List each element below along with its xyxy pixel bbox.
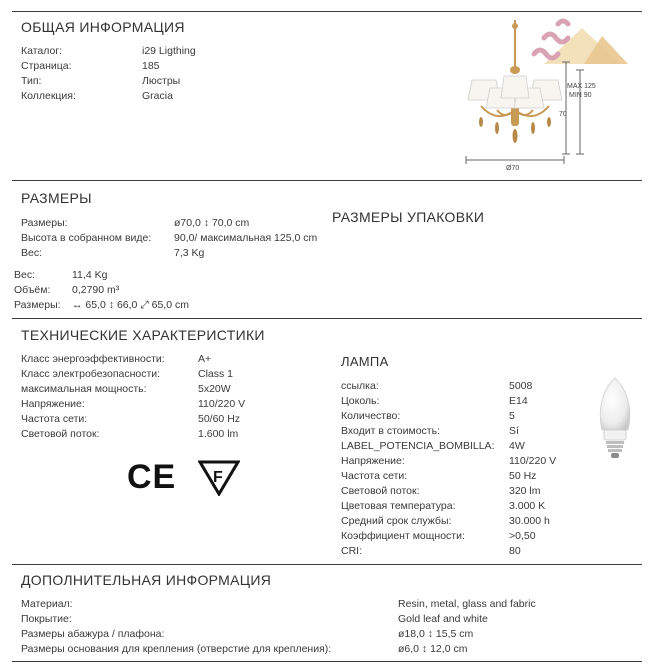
lamp-power-label: LABEL_POTENCIA_BOMBILLA: <box>341 440 495 452</box>
lamp-cri-value: 80 <box>509 545 521 557</box>
lamp-frequency-value: 50 Hz <box>509 470 537 482</box>
lamp-included-value: Sí <box>509 425 519 437</box>
lamp-power-value: 4W <box>509 440 525 452</box>
lamp-voltage-label: Напряжение: <box>341 455 405 467</box>
package-dimensions-value: ↔ 65,0 ↕ 66,0 ⤢ 65,0 cm <box>72 299 189 311</box>
weight-value: 7,3 Kg <box>174 247 205 259</box>
frequency-label: Частота сети: <box>21 413 88 425</box>
finish-label: Покрытие: <box>21 613 72 625</box>
lamp-lifetime-value: 30.000 h <box>509 515 550 527</box>
lamp-frequency-label: Частота сети: <box>341 470 408 482</box>
lamp-quantity-label: Количество: <box>341 410 401 422</box>
lamp-ref-label: ссылка: <box>341 380 379 392</box>
lamp-power-factor-value: >0,50 <box>509 530 536 542</box>
lamp-bulb-image <box>592 376 638 464</box>
package-weight-value: 11,4 Kg <box>72 269 108 281</box>
drawing-max-height: MAX 125 <box>567 83 596 90</box>
lamp-power-factor-label: Коэффициент мощности: <box>341 530 465 542</box>
lamp-color-temp-label: Цветовая температура: <box>341 500 456 512</box>
lamp-flux-value: 320 lm <box>509 485 541 497</box>
section-divider <box>12 11 642 12</box>
section-divider <box>12 661 642 662</box>
mount-base-value: ø6,0 ↕ 12,0 cm <box>398 643 468 655</box>
electric-class-value: Class 1 <box>198 368 234 380</box>
extra-section-title: ДОПОЛНИТЕЛЬНАЯ ИНФОРМАЦИЯ <box>21 572 272 588</box>
package-weight-label: Вес: <box>14 269 36 281</box>
section-divider <box>12 564 642 565</box>
electric-class-label: Класс электробезопасности: <box>21 368 161 380</box>
type-label: Тип: <box>21 75 42 87</box>
drawing-height: 70 <box>559 111 567 118</box>
catalog-value: i29 Ligthing <box>142 45 196 57</box>
package-volume-label: Объём: <box>14 284 51 296</box>
luminous-flux-value: 1.600 lm <box>198 428 239 440</box>
f-mark-icon <box>198 460 240 496</box>
material-value: Resin, metal, glass and fabric <box>398 598 536 610</box>
page-value: 185 <box>142 60 160 72</box>
lamp-ref-value: 5008 <box>509 380 533 392</box>
general-section-title: ОБЩАЯ ИНФОРМАЦИЯ <box>21 19 185 35</box>
finish-value: Gold leaf and white <box>398 613 488 625</box>
lamp-lifetime-label: Средний срок службы: <box>341 515 452 527</box>
material-label: Материал: <box>21 598 73 610</box>
type-value: Люстры <box>142 75 181 87</box>
svg-text:F: F <box>213 469 223 486</box>
ce-mark-icon: CE <box>127 458 177 496</box>
drawing-min-height: MIN 90 <box>569 92 592 99</box>
energy-class-label: Класс энергоэффективности: <box>21 353 165 365</box>
lamp-socket-value: E14 <box>509 395 528 407</box>
lamp-voltage-value: 110/220 V <box>509 455 557 467</box>
voltage-label: Напряжение: <box>21 398 85 410</box>
dimensions-value: ø70,0 ↕ 70,0 cm <box>174 217 250 229</box>
dimensions-label: Размеры: <box>21 217 68 229</box>
drawing-diameter: Ø70 <box>506 165 520 172</box>
assembled-height-label: Высота в собранном виде: <box>21 232 152 244</box>
shade-size-label: Размеры абажура / плафона: <box>21 628 165 640</box>
chandelier-drawing <box>460 18 602 176</box>
lamp-color-temp-value: 3.000 K <box>509 500 546 512</box>
max-power-label: максимальная мощность: <box>21 383 147 395</box>
lamp-quantity-value: 5 <box>509 410 515 422</box>
lamp-flux-label: Световой поток: <box>341 485 420 497</box>
tech-section-title: ТЕХНИЧЕСКИЕ ХАРАКТЕРИСТИКИ <box>21 327 265 343</box>
energy-class-value: A+ <box>198 353 212 365</box>
lamp-socket-label: Цоколь: <box>341 395 380 407</box>
max-power-value: 5x20W <box>198 383 231 395</box>
assembled-height-value: 90,0/ максимальная 125,0 cm <box>174 232 318 244</box>
lamp-included-label: Входит в стоимость: <box>341 425 440 437</box>
collection-value: Gracia <box>142 90 173 102</box>
shade-size-value: ø18,0 ↕ 15,5 cm <box>398 628 474 640</box>
frequency-value: 50/60 Hz <box>198 413 241 425</box>
packaging-title: РАЗМЕРЫ УПАКОВКИ <box>332 209 485 225</box>
package-dimensions-label: Размеры: <box>14 299 61 311</box>
collection-label: Коллекция: <box>21 90 76 102</box>
catalog-label: Каталог: <box>21 45 63 57</box>
weight-label: Вес: <box>21 247 43 259</box>
voltage-value: 110/220 V <box>198 398 246 410</box>
section-divider <box>12 180 642 181</box>
page-label: Страница: <box>21 60 72 72</box>
package-volume-value: 0,2790 m³ <box>72 284 120 296</box>
luminous-flux-label: Световой поток: <box>21 428 100 440</box>
lamp-section-title: ЛАМПА <box>341 354 389 369</box>
sizes-section-title: РАЗМЕРЫ <box>21 190 92 206</box>
lamp-cri-label: CRI: <box>341 545 362 557</box>
mount-base-label: Размеры основания для крепления (отверстие для крепления): <box>21 643 332 655</box>
section-divider <box>12 318 642 319</box>
